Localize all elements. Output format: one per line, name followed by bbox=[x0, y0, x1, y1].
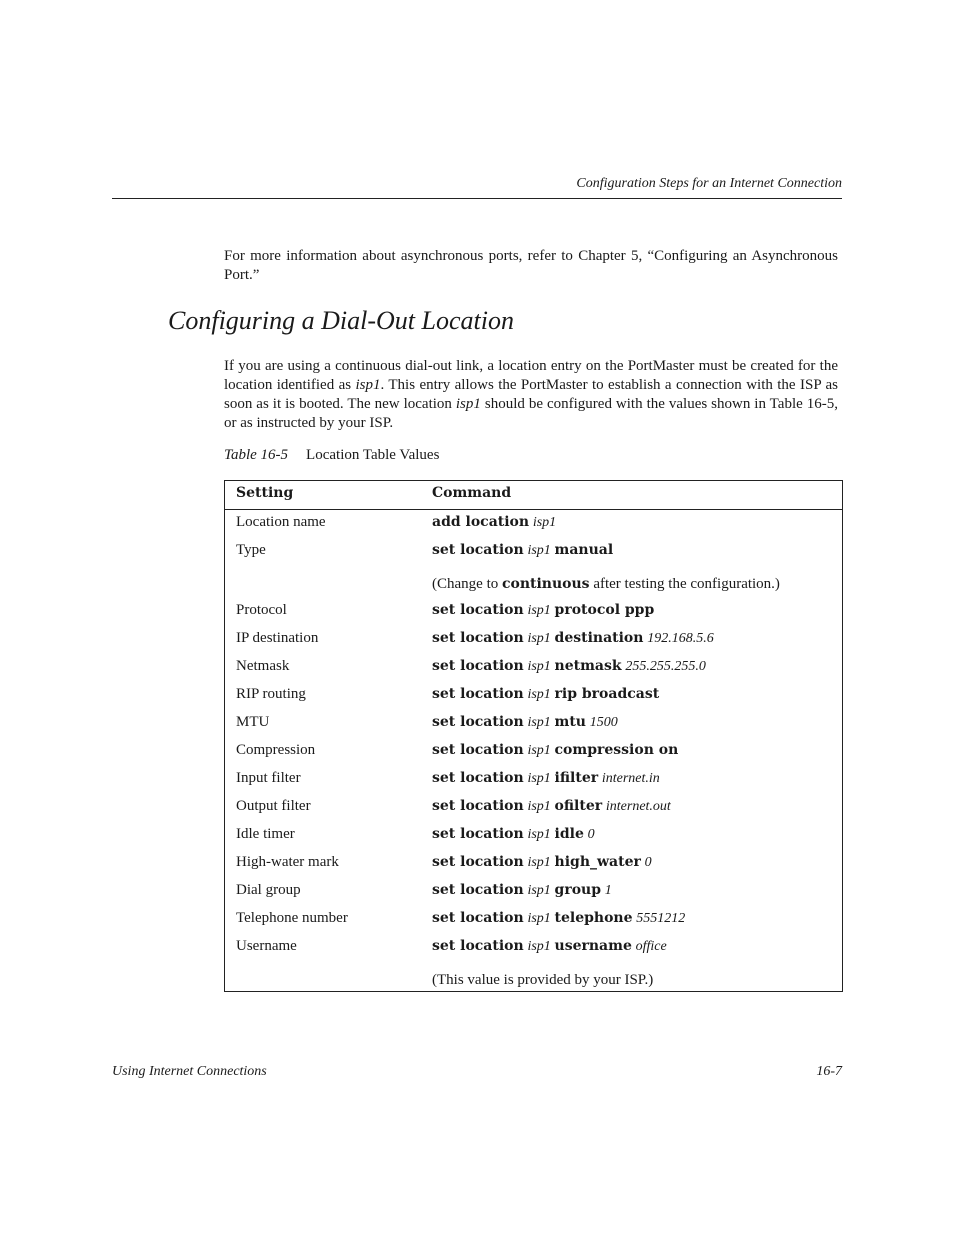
table-row bbox=[225, 538, 842, 566]
command-argument: 192.168.5.6 bbox=[647, 631, 714, 646]
command-cell bbox=[432, 854, 652, 871]
command-keyword: rip broadcast bbox=[554, 686, 660, 702]
command-cell bbox=[432, 798, 671, 815]
command-argument: 1500 bbox=[589, 715, 618, 730]
intro-paragraph: For more information about asynchronous ports, refer to Chapter 5, “Configuring an Asynchronous Port.” bbox=[224, 248, 838, 283]
command-keyword: set location bbox=[432, 714, 524, 730]
command-keyword: username bbox=[554, 938, 632, 954]
command-argument: isp1 bbox=[527, 659, 551, 674]
table-caption bbox=[224, 447, 439, 464]
command-cell bbox=[432, 686, 659, 703]
command-argument: isp1 bbox=[527, 743, 551, 758]
paragraph-text: should be configured with the values shown in Table 16-5, or as instructed by your ISP. bbox=[224, 396, 838, 431]
type-note bbox=[432, 576, 780, 593]
setting-cell: Location name bbox=[236, 514, 326, 530]
command-keyword: idle bbox=[554, 826, 584, 842]
setting-cell: Type bbox=[236, 542, 266, 558]
command-keyword: telephone bbox=[554, 910, 633, 926]
table-row bbox=[225, 906, 842, 934]
table-row bbox=[225, 598, 842, 626]
command-keyword: high_water bbox=[554, 854, 641, 870]
running-header: Configuration Steps for an Internet Connection bbox=[576, 176, 842, 191]
column-header-setting: Setting bbox=[236, 485, 294, 501]
command-keyword: set location bbox=[432, 882, 524, 898]
command-argument: isp1 bbox=[527, 771, 551, 786]
command-keyword: set location bbox=[432, 798, 524, 814]
command-keyword: set location bbox=[432, 910, 524, 926]
command-argument: isp1 bbox=[532, 515, 557, 530]
header-rule bbox=[112, 198, 842, 199]
command-cell bbox=[432, 882, 612, 899]
command-keyword: mtu bbox=[554, 714, 586, 730]
command-argument: internet.in bbox=[601, 771, 660, 786]
command-cell bbox=[432, 826, 595, 843]
setting-cell: Idle timer bbox=[236, 826, 295, 842]
table-body bbox=[225, 510, 842, 994]
table-note-row bbox=[225, 962, 842, 994]
command-argument: 5551212 bbox=[636, 911, 686, 926]
command-cell bbox=[432, 514, 556, 531]
paragraph-emphasis: isp1 bbox=[455, 396, 481, 412]
command-keyword: protocol ppp bbox=[554, 602, 655, 618]
command-argument: internet.out bbox=[605, 799, 671, 814]
command-argument: isp1 bbox=[527, 827, 551, 842]
command-cell bbox=[432, 630, 714, 647]
table-row bbox=[225, 934, 842, 962]
table-row bbox=[225, 738, 842, 766]
column-header-command: Command bbox=[432, 485, 512, 501]
setting-cell: Output filter bbox=[236, 798, 311, 814]
command-keyword: set location bbox=[432, 770, 524, 786]
setting-cell: Compression bbox=[236, 742, 316, 758]
table-row bbox=[225, 654, 842, 682]
setting-cell: Username bbox=[236, 938, 297, 954]
command-argument: isp1 bbox=[527, 799, 551, 814]
command-keyword: set location bbox=[432, 686, 524, 702]
command-argument: 0 bbox=[587, 827, 595, 842]
section-heading: Configuring a Dial-Out Location bbox=[168, 306, 514, 335]
username-note: (This value is provided by your ISP.) bbox=[432, 972, 654, 988]
paragraph-emphasis: isp1 bbox=[355, 377, 381, 393]
command-keyword: set location bbox=[432, 742, 524, 758]
paragraph-text: If you are using a continuous dial-out link, a location entry on the PortMaster must be created for the location identified as bbox=[224, 358, 838, 393]
table-caption-title: Location Table Values bbox=[306, 447, 440, 463]
command-keyword: set location bbox=[432, 602, 524, 618]
table-caption-number: Table 16-5 bbox=[224, 447, 289, 463]
note-text: after testing the configuration.) bbox=[589, 576, 780, 592]
command-argument: isp1 bbox=[527, 939, 551, 954]
command-keyword: add location bbox=[432, 514, 530, 530]
setting-cell: RIP routing bbox=[236, 686, 306, 702]
note-keyword: continuous bbox=[501, 576, 590, 592]
table-row bbox=[225, 794, 842, 822]
table-row bbox=[225, 510, 842, 538]
setting-cell: Input filter bbox=[236, 770, 301, 786]
setting-cell: Dial group bbox=[236, 882, 301, 898]
table-row bbox=[225, 878, 842, 906]
footer-title: Using Internet Connections bbox=[112, 1064, 267, 1079]
command-cell bbox=[432, 602, 654, 619]
command-cell bbox=[432, 714, 618, 731]
command-keyword: set location bbox=[432, 542, 524, 558]
table-row bbox=[225, 850, 842, 878]
command-argument: isp1 bbox=[527, 687, 551, 702]
command-argument: isp1 bbox=[527, 631, 551, 646]
command-argument: 0 bbox=[644, 855, 652, 870]
table-row bbox=[225, 822, 842, 850]
command-cell bbox=[432, 770, 660, 787]
paragraph-text: . This entry allows the PortMaster to establish a connection with the ISP as soon as it is booted. The new location bbox=[224, 377, 838, 412]
setting-cell: Netmask bbox=[236, 658, 290, 674]
setting-cell: Telephone number bbox=[236, 910, 348, 926]
command-keyword: destination bbox=[554, 630, 644, 646]
command-keyword: set location bbox=[432, 658, 524, 674]
command-keyword: group bbox=[554, 882, 602, 898]
page-number: 16-7 bbox=[816, 1064, 842, 1079]
command-keyword: set location bbox=[432, 826, 524, 842]
command-keyword: set location bbox=[432, 938, 524, 954]
command-cell bbox=[432, 542, 613, 559]
command-argument: isp1 bbox=[527, 883, 551, 898]
command-keyword: set location bbox=[432, 854, 524, 870]
command-cell bbox=[432, 742, 678, 759]
location-values-table bbox=[224, 480, 843, 992]
command-argument: isp1 bbox=[527, 603, 551, 618]
command-argument: 1 bbox=[604, 883, 612, 898]
setting-cell: IP destination bbox=[236, 630, 319, 646]
table-note-row bbox=[225, 566, 842, 598]
command-argument: isp1 bbox=[527, 543, 551, 558]
command-argument: office bbox=[635, 939, 667, 954]
table-row bbox=[225, 682, 842, 710]
command-argument: 255.255.255.0 bbox=[625, 659, 706, 674]
command-keyword: netmask bbox=[554, 658, 622, 674]
command-keyword: ifilter bbox=[554, 770, 599, 786]
command-cell bbox=[432, 658, 706, 675]
setting-cell: High-water mark bbox=[236, 854, 339, 870]
command-argument: isp1 bbox=[527, 715, 551, 730]
setting-cell: Protocol bbox=[236, 602, 287, 618]
command-argument: isp1 bbox=[527, 911, 551, 926]
table-header-row bbox=[225, 481, 842, 510]
command-cell bbox=[432, 910, 685, 927]
command-keyword: compression on bbox=[554, 742, 679, 758]
command-keyword: ofilter bbox=[554, 798, 603, 814]
note-text: (Change to bbox=[432, 576, 502, 592]
command-keyword: manual bbox=[554, 542, 614, 558]
command-keyword: set location bbox=[432, 630, 524, 646]
command-cell bbox=[432, 938, 667, 955]
setting-cell: MTU bbox=[236, 714, 270, 730]
table-row bbox=[225, 766, 842, 794]
table-row bbox=[225, 626, 842, 654]
command-argument: isp1 bbox=[527, 855, 551, 870]
table-row bbox=[225, 710, 842, 738]
section-paragraph bbox=[224, 357, 838, 433]
